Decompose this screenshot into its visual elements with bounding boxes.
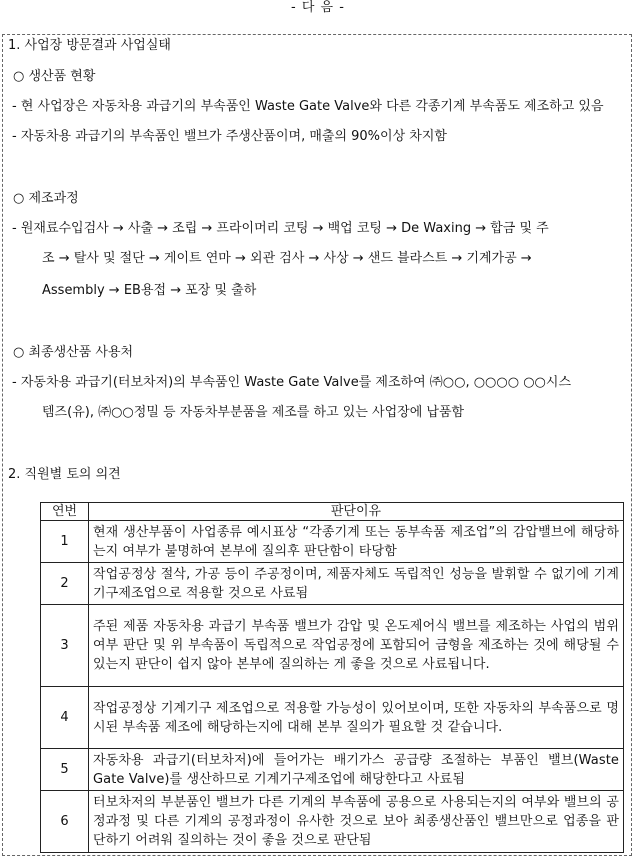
col-header-reason: 판단이유 [89, 503, 624, 521]
table-row [41, 605, 624, 687]
process-line-3: Assembly → EB용접 → 포장 및 출하 [42, 283, 257, 298]
row-reason: 작업공정상 기계기구 제조업으로 적용할 가능성이 있어보이며, 또한 자동차의 부속품으로 명시된 부속품 제조에 해당하는지에 대해 본부 질의가 필요할 것 같습니다. [89, 687, 624, 749]
table-row [41, 521, 624, 563]
opinions-table [40, 502, 624, 853]
row-number: 3 [41, 605, 89, 687]
process-heading: ○ 제조과정 [13, 191, 79, 206]
table-header-row [41, 503, 624, 521]
section2-title: 2. 직원별 토의 의견 [8, 467, 121, 482]
products-heading: ○ 생산품 현황 [13, 69, 96, 84]
process-line-1: - 원재료수입검사 → 사출 → 조립 → 프라이머리 코팅 → 백업 코팅 → De Waxing → 합금 및 주 [12, 221, 549, 236]
table-row [41, 749, 624, 791]
end-use-heading: ○ 최종생산품 사용처 [13, 345, 134, 360]
row-reason: 터보차저의 부분품인 밸브가 다른 기계의 부속품에 공용으로 사용되는지의 여부와 밸브의 공정과정 및 다른 기계의 공정과정이 유사한 것으로 보아 최종생산품인 밸브만으로 업종을 판단하기 어려워 질의하는 것이 좋을 것으로 판단됨 [89, 791, 624, 853]
row-reason: 작업공정상 절삭, 가공 등이 주공정이며, 제품자체도 독립적인 성능을 발휘할 수 없기에 기계기구제조업으로 적용할 것으로 사료됨 [89, 563, 624, 605]
row-number: 5 [41, 749, 89, 791]
row-reason: 주된 제품 자동차용 과급기 부속품 밸브가 감압 및 온도제어식 밸브를 제조하는 사업의 범위여부 판단 및 위 부속품이 독립적으로 작업공정에 포함되어 금형을 제조하는 것에 해당될 수 있는지 판단이 쉽지 않아 본부에 질의하는 게 좋을 것으로 사료됩니다. [89, 605, 624, 687]
products-line-1: - 현 사업장은 자동차용 과급기의 부속품인 Waste Gate Valve와 다른 각종기계 부속품도 제조하고 있음 [12, 99, 604, 114]
document-header: - 다 음 - [291, 0, 345, 15]
table-row [41, 563, 624, 605]
process-line-2: 조 → 탈사 및 절단 → 게이트 연마 → 외관 검사 → 사상 → 샌드 블라스트 → 기계가공 → [42, 251, 532, 266]
row-reason: 자동차용 과급기(터보차저)에 들어가는 배기가스 공급량 조절하는 부품인 밸브(Waste Gate Valve)를 생산하므로 기계기구제조업에 해당한다고 사료됨 [89, 749, 624, 791]
table-row [41, 791, 624, 853]
row-reason: 현재 생산부품이 사업종류 예시표상 “각종기계 또는 동부속품 제조업”의 감압밸브에 해당하는지 여부가 불명하여 본부에 질의후 판단함이 타당함 [89, 521, 624, 563]
section1-title: 1. 사업장 방문결과 사업실태 [8, 38, 171, 53]
col-header-number: 연번 [41, 503, 89, 521]
table-row [41, 687, 624, 749]
end-use-line-2: 템즈(유), ㈜○○정밀 등 자동차부분품을 제조를 하고 있는 사업장에 납품함 [42, 405, 465, 420]
row-number: 1 [41, 521, 89, 563]
row-number: 2 [41, 563, 89, 605]
row-number: 4 [41, 687, 89, 749]
row-number: 6 [41, 791, 89, 853]
end-use-line-1: - 자동차용 과급기(터보차저)의 부속품인 Waste Gate Valve를 제조하여 ㈜○○, ○○○○ ○○시스 [12, 375, 572, 390]
products-line-2: - 자동차용 과급기의 부속품인 밸브가 주생산품이며, 매출의 90%이상 차지함 [12, 129, 447, 144]
